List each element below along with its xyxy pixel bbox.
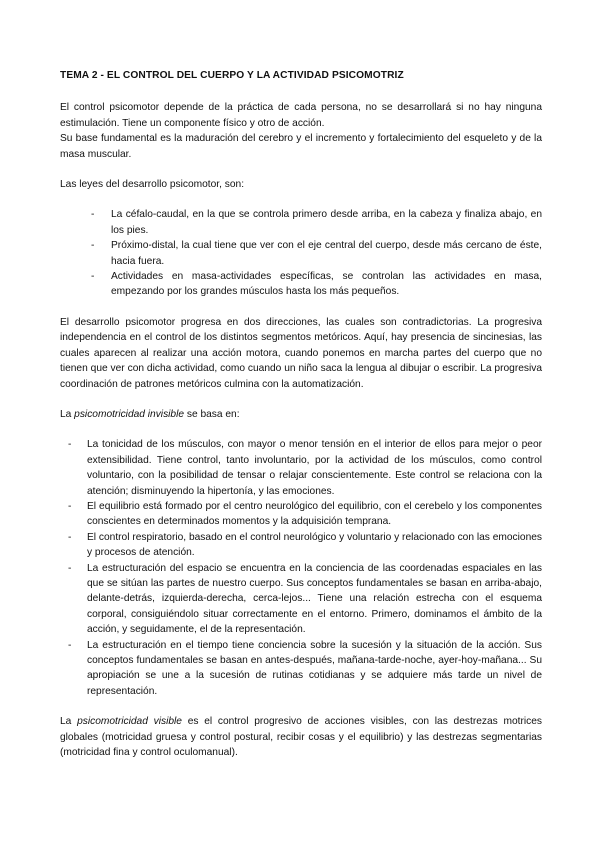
list-item: - La estructuración del espacio se encuentra en la conciencia de las coordenadas espaciales en las que se sitúan las partes de nuestro cuerpo. Sus conceptos fundamentales se basan en arriba-abajo, delante-detrás, izquierda-derecha, cerca-lejos... Tiene una relación estrecha con el esquema corporal, consiguiéndolo situar correctamente en el entorno. Primero, dominamos el ámbito de la acción, y seguidamente, el de la representación. [68,561,542,638]
invisible-term: psicomotricidad invisible [74,408,185,420]
spacer [60,392,542,407]
intro-paragraph-2: Su base fundamental es la maduración del cerebro y el incremento y fortalecimiento del esqueleto y de la masa muscular. [60,133,542,160]
list-item: - La céfalo-caudal, en la que se controla primero desde arriba, en la cabeza y finaliza abajo, en los pies. [91,207,542,238]
invisible-list [60,437,542,699]
list-item: - La estructuración en el tiempo tiene conciencia sobre la sucesión y la situación de la acción. Sus conceptos fundamentales se basan en antes-después, mañana-tarde-noche, ayer-hoy-mañana... Su apropiación se une a la sucesión de rutinas cotidianas y se adquiere más tarde un nivel de representación. [68,638,542,700]
list-item: - La tonicidad de los músculos, con mayor o menor tensión en el interior de ellos para mejor o peor extensibilidad. Tiene control, tanto involuntario, por la actividad de los músculos, como control voluntario, con la posibilidad de tensar o relajar conscientemente. Este control se relaciona con la atención; disminuyendo la hipertonía, y las emociones. [68,437,542,499]
invisible-lead-suffix: se basa en: [184,408,240,420]
spacer [60,192,542,207]
invisible-lead [60,407,542,422]
visible-lead-prefix: La [60,716,78,728]
spacer [60,699,542,714]
laws-heading: Las leyes del desarrollo psicomotor, son: [60,179,245,191]
list-item: - Próximo-distal, la cual tiene que ver con el eje central del cuerpo, desde más cercano de éste, hacia fuera. [91,238,542,269]
visible-lead-suffix: es el control progresivo de acciones visibles, con las destrezas motrices globales (motricidad gruesa y control postural, recibir cosas y el equilibrio) y las destrezas segmentarias (motricidad fina y control oculomanual). [60,716,542,759]
invisible-lead-prefix: La [60,408,75,420]
page-title: TEMA 2 - EL CONTROL DEL CUERPO Y LA ACTIVIDAD PSICOMOTRIZ [60,70,404,81]
laws-list [60,207,542,299]
visible-paragraph [60,714,542,760]
list-item: - El control respiratorio, basado en el control neurológico y voluntario y relacionado con las emociones y procesos de atención. [68,530,542,561]
visible-term: psicomotricidad visible [77,716,182,728]
spacer [60,162,542,177]
development-paragraph: El desarrollo psicomotor progresa en dos direcciones, las cuales son contradictorias. La progresiva independencia en el control de los distintos segmentos metóricos. Aquí, hay presencia de sincinesias, las cuales aparecen al realizar una acción motora, cuando ponemos en marcha partes del cuerpo que no tienen que ver con dicha actividad, como cuando un niño saca la lengua al dibujar o escribir. La progresiva coordinación de patrones metóricos culmina con la automatización. [60,316,542,390]
spacer [60,422,542,437]
list-item: - Actividades en masa-actividades específicas, se controlan las actividades en masa, empezando por los grandes músculos hasta los más pequeños. [91,269,542,300]
spacer [60,300,542,315]
intro-paragraph-1: El control psicomotor depende de la práctica de cada persona, no se desarrollará si no hay ninguna estimulación. Tiene un componente físico y otro de acción. [60,102,542,129]
list-item: - El equilibrio está formado por el centro neurológico del equilibrio, con el cerebelo y los componentes conscientes en determinados momentos y la adquisición temprana. [68,499,542,530]
